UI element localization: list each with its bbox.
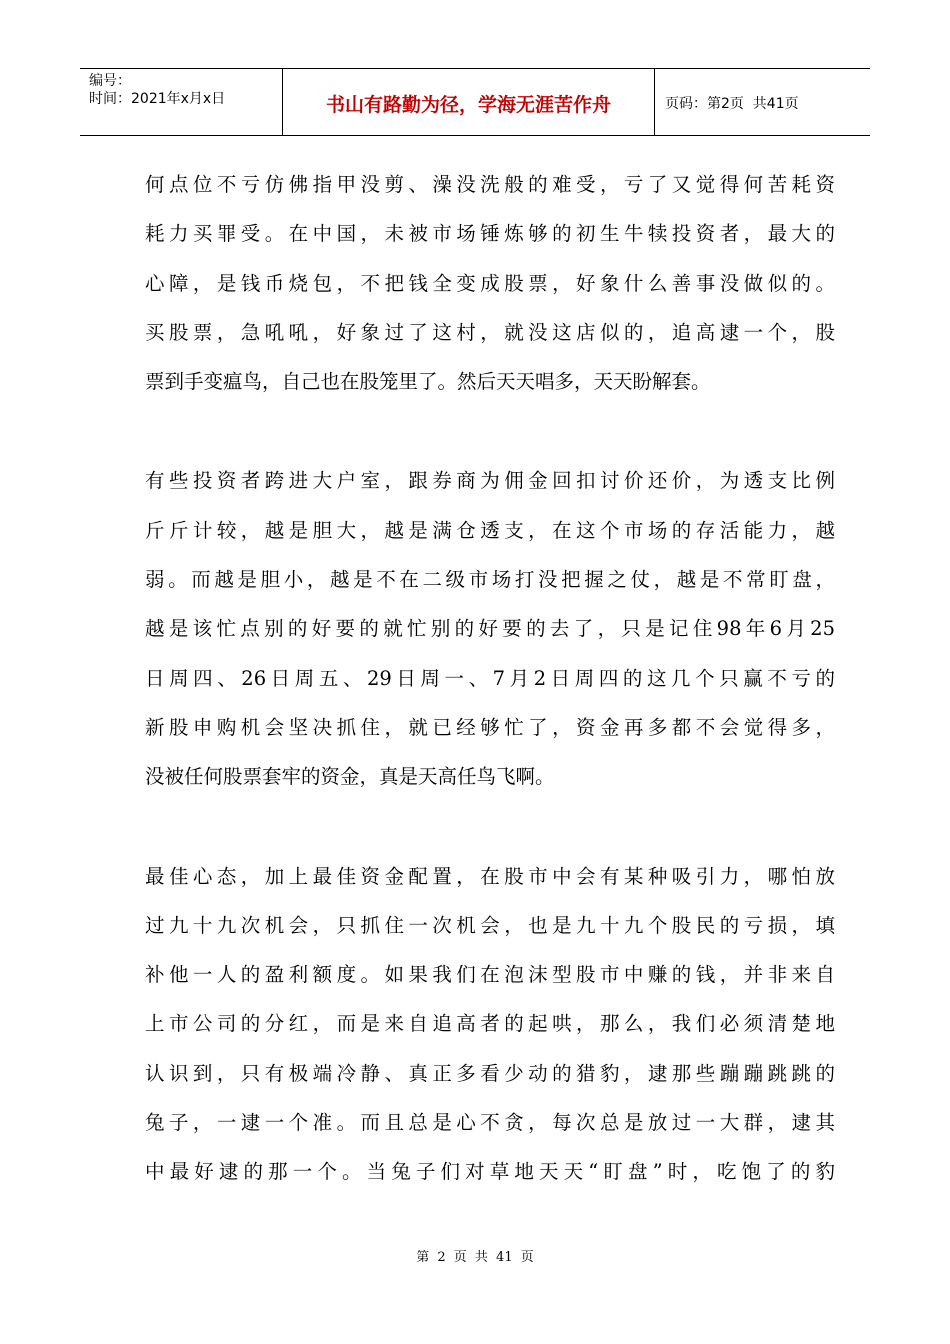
date-line: 时间：2021年x月x日 <box>89 91 226 107</box>
text-line: 心障，是钱币烧包，不把钱全变成股票，好象什么善事没做似的。 <box>145 271 835 295</box>
text-line: 耗力买罪受。在中国，未被市场锤炼够的初生牛犊投资者，最大的 <box>145 222 835 246</box>
text-line: 没被任何股票套牢的资金，真是天高任鸟飞啊。 <box>145 765 555 789</box>
text-line: 日周四、26日周五、29日周一、7月2日周四的这几个只赢不亏的 <box>145 666 835 690</box>
text-line: 斤斤计较，越是胆大，越是满仓透支，在这个市场的存活能力，越 <box>145 518 835 542</box>
text-line: 最佳心态，加上最佳资金配置，在股市中会有某种吸引力，哪怕放 <box>145 864 835 888</box>
text-line: 补他一人的盈利额度。如果我们在泡沫型股市中赚的钱，并非来自 <box>145 963 835 987</box>
text-line: 新股申购机会坚决抓住，就已经够忙了，资金再多都不会觉得多， <box>145 715 835 739</box>
serial-number-label: 编号： <box>89 73 131 89</box>
text-line: 上市公司的分红，而是来自追高者的起哄，那么，我们必须清楚地 <box>145 1012 835 1036</box>
header-meta-cell <box>80 69 283 135</box>
text-line: 有些投资者跨进大户室，跟券商为佣金回扣讨价还价，为透支比例 <box>145 469 835 493</box>
header-page-info: 页码：第2页 共41页 <box>665 96 799 112</box>
text-line: 票到手变瘟鸟，自己也在股笼里了。然后天天唱多，天天盼解套。 <box>145 370 711 394</box>
text-line: 买股票，急吼吼，好象过了这村，就没这店似的，追高逮一个，股 <box>145 320 835 344</box>
document-header <box>80 68 870 136</box>
page-footer: 第 2 页 共 41 页 <box>416 1250 534 1265</box>
text-line: 认识到，只有极端冷静、真正多看少动的猎豹，逮那些蹦蹦跳跳的 <box>145 1061 835 1085</box>
text-line: 弱。而越是胆小，越是不在二级市场打没把握之仗，越是不常盯盘， <box>145 568 835 592</box>
text-line: 何点位不亏仿佛指甲没剪、澡没洗般的难受，亏了又觉得何苦耗资 <box>145 173 835 196</box>
document-body <box>145 160 835 1247</box>
paragraph <box>145 456 835 801</box>
text-line: 过九十九次机会，只抓住一次机会，也是九十九个股民的亏损，填 <box>145 913 835 937</box>
text-line: 中最好逮的那一个。当兔子们对草地天天“盯盘”时，吃饱了的豹 <box>145 1160 835 1184</box>
paragraph <box>145 852 835 1197</box>
header-motto: 书山有路勤为径，学海无涯苦作舟 <box>283 69 655 135</box>
paragraph <box>145 160 835 406</box>
text-line: 越是该忙点别的好要的就忙别的好要的去了，只是记住98年6月25 <box>145 617 835 641</box>
text-line: 兔子，一逮一个准。而且总是心不贪，每次总是放过一大群，逮其 <box>145 1111 835 1135</box>
